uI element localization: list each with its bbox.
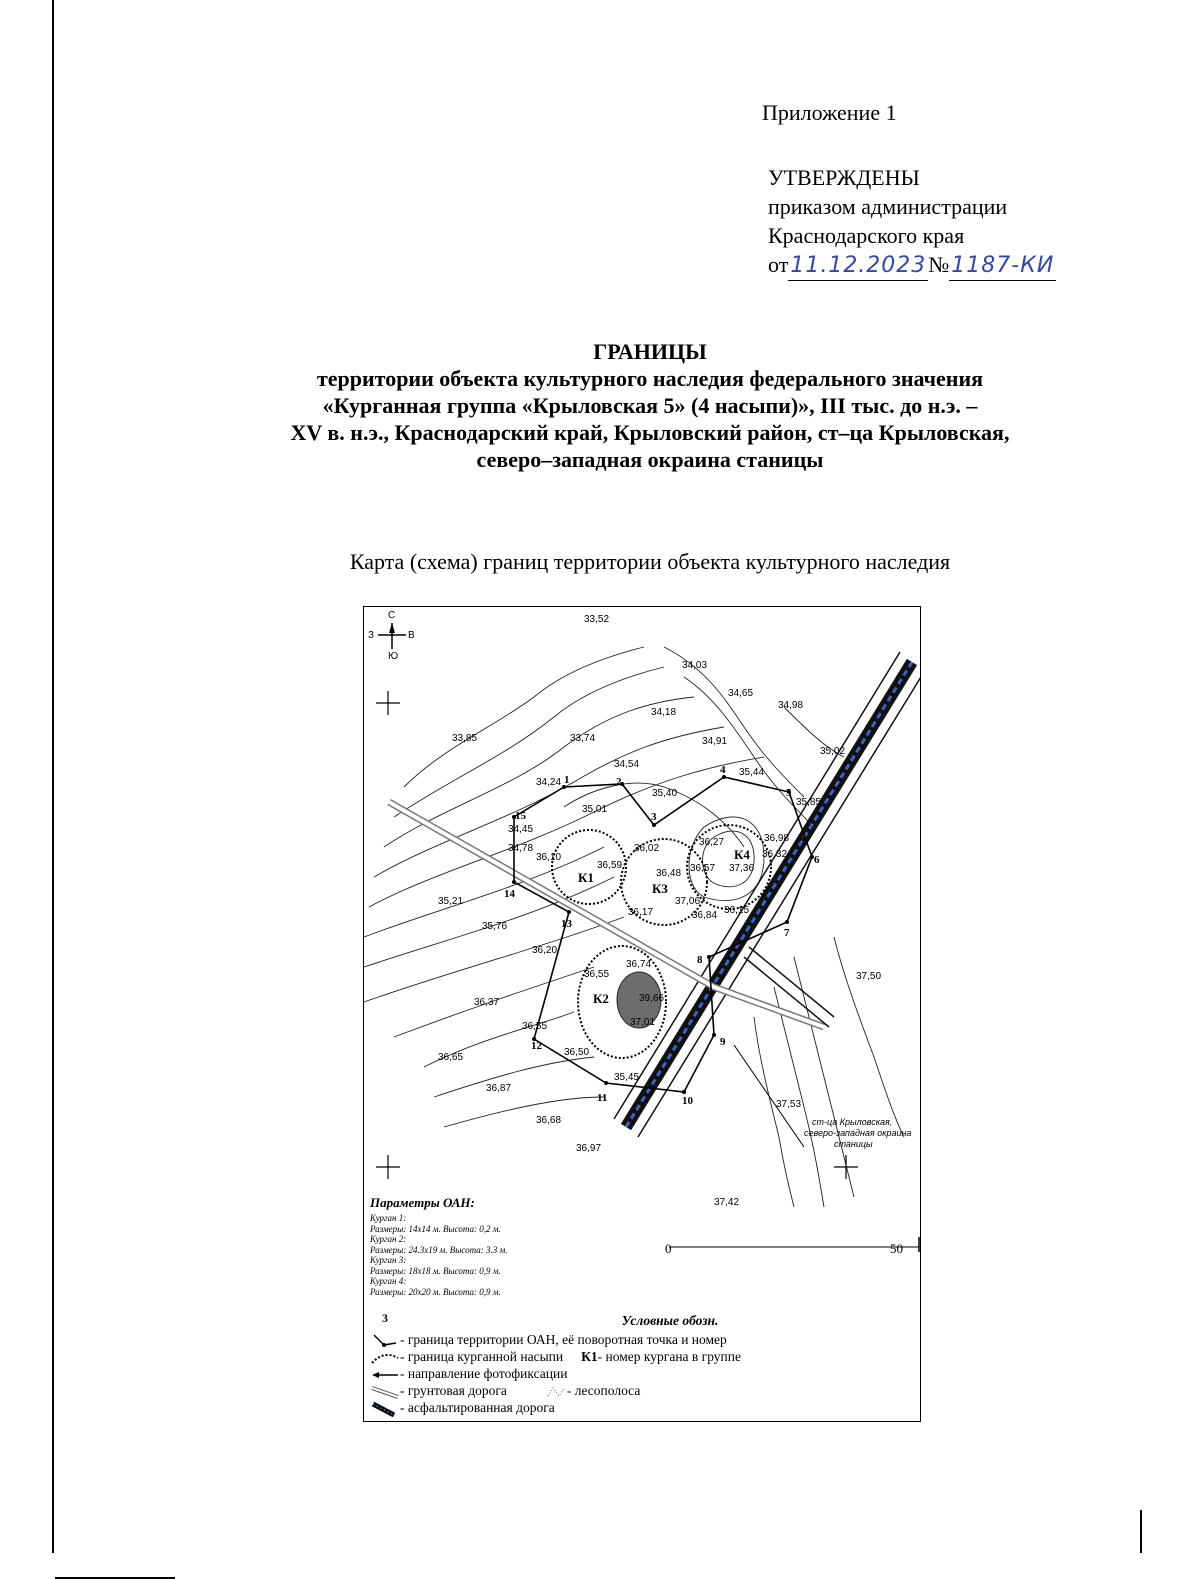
elevation-mark: 34,91: [702, 736, 728, 747]
compass-east: В: [408, 630, 415, 641]
elevation-mark: 34,45: [508, 824, 534, 835]
compass-north: С: [388, 610, 396, 621]
elevation-mark: 33,85: [452, 733, 478, 744]
elevation-mark: 36,20: [532, 945, 558, 956]
elevation-mark: 36,15: [724, 905, 750, 916]
elevation-mark: 36,50: [564, 1047, 590, 1058]
legend-boundary: - граница территории ОАН, её поворотная точка и номер: [400, 1331, 727, 1347]
legend-asphalt: - асфальтированная дорога: [400, 1399, 555, 1415]
boundary-point-label: 7: [784, 927, 790, 939]
elevation-mark: 36,98: [764, 833, 790, 844]
elevation-mark: 35,44: [739, 767, 765, 778]
elevation-mark: 36,02: [634, 843, 660, 854]
legend-row-boundary: [370, 1331, 910, 1348]
boundary-point-label: 15: [515, 810, 526, 822]
approved-title: УТВЕРЖДЕНЫ: [768, 165, 920, 190]
params-line: Курган 2:: [370, 1234, 407, 1244]
legend-title: Условные обозн.: [621, 1313, 719, 1328]
map-title: Карта (схема) границ территории объекта культурного наследия: [349, 549, 951, 574]
elevation-mark: 36,57: [690, 863, 716, 874]
legend-row-mound: [370, 1348, 910, 1365]
elevation-mark: 35,40: [652, 788, 678, 799]
approval-date-line: [768, 250, 1056, 281]
scan-edge-right: [1140, 1510, 1142, 1553]
elevation-mark: 36,87: [486, 1083, 512, 1094]
params-line: Размеры: 20х20 м. Высота: 0,9 м.: [370, 1286, 501, 1297]
elevation-mark: 36,37: [474, 997, 500, 1008]
boundary-point-label: 4: [720, 764, 726, 776]
elevation-mark: 36,74: [626, 959, 652, 970]
number-prefix: №: [928, 252, 950, 277]
params-line: Размеры: 24.3х19 м. Высота: 3.3 м.: [370, 1244, 508, 1255]
kurgan-label: К1: [578, 870, 594, 885]
legend-forest: - лесополоса: [566, 1382, 641, 1398]
params-title: Параметры ОАН:: [370, 1195, 475, 1210]
asphalt-road-icon: [370, 1401, 400, 1415]
approved-line1: приказом администрации: [768, 194, 1008, 219]
mound-boundary-icon: [370, 1350, 400, 1364]
elevation-mark: 36,55: [522, 1021, 548, 1032]
scale-end: 50: [890, 1241, 903, 1256]
title-line2: «Курганная группа «Крыловская 5» (4 насыпи)», III тыс. до н.э. –: [322, 393, 978, 418]
elevation-mark: 37,42: [714, 1197, 740, 1208]
legend-kurgan-number: - номер кургана в группе: [597, 1348, 741, 1364]
elevation-mark: 33,52: [584, 614, 610, 625]
appendix-label: Приложение 1: [762, 100, 897, 125]
boundary-point-label: 14: [504, 888, 515, 900]
boundary-point-label: 9: [720, 1036, 726, 1048]
boundary-point-label: 8: [697, 954, 703, 966]
legend-point-number: 3: [382, 1311, 388, 1325]
compass-icon: [368, 610, 415, 662]
map-drawing: [364, 607, 921, 1422]
dirt-road-icon: [370, 1384, 400, 1398]
params-line: Курган 3:: [370, 1255, 407, 1265]
elevation-mark: 34,54: [614, 759, 640, 770]
approved-line2: Краснодарского края: [768, 223, 965, 248]
elevation-mark: 36,48: [656, 868, 682, 879]
elevation-mark: 37,06: [675, 896, 701, 907]
elevation-mark: 34,24: [536, 777, 562, 788]
compass-south: Ю: [388, 651, 399, 662]
legend-row-asphalt: [370, 1399, 910, 1416]
boundary-point-label: 11: [597, 1092, 608, 1104]
boundary-point-label: 3: [651, 811, 657, 823]
legend-kurgan-symbol: К1: [581, 1348, 598, 1364]
compass-west: З: [368, 630, 375, 641]
elevation-mark: 36,10: [536, 852, 562, 863]
params-line: Размеры: 14х14 м. Высота: 0,2 м.: [370, 1223, 501, 1234]
kurgan-label: К3: [652, 881, 668, 896]
kurgan-label: К4: [734, 847, 750, 862]
params-line: Размеры: 18х18 м. Высота: 0,9 м.: [370, 1265, 501, 1276]
title-line4: северо–западная окраина станицы: [476, 447, 824, 472]
kurgan-label: К2: [593, 991, 609, 1006]
elevation-mark: 39,66: [639, 993, 665, 1004]
place-label-line1: ст-ца Крыловская,: [812, 1117, 893, 1127]
elevation-mark: 36,55: [584, 969, 610, 980]
elevation-mark: 35,85: [796, 797, 822, 808]
elevation-mark: 36,32: [762, 849, 788, 860]
place-leader-line: [734, 1045, 804, 1147]
map-legend: [370, 1313, 910, 1416]
scan-edge-left: [52, 0, 54, 1553]
approval-date: 11.12.2023: [790, 253, 927, 278]
elevation-mark: 34,65: [728, 688, 754, 699]
legend-row-roads: [370, 1382, 910, 1399]
boundary-points: [504, 764, 820, 1107]
legend-mound: - граница курганной насыпи: [400, 1348, 564, 1364]
boundary-point-label: 5: [786, 787, 792, 799]
params-line: Курган 4:: [370, 1276, 407, 1286]
legend-photo: - направление фотофиксации: [400, 1365, 568, 1381]
elevation-mark: 36,65: [438, 1052, 464, 1063]
scale-start: 0: [665, 1241, 672, 1256]
territory-boundary: [514, 777, 812, 1092]
elevation-mark: 35,02: [820, 746, 846, 757]
elevation-mark: 37,01: [630, 1017, 656, 1028]
elevation-mark: 36,27: [699, 837, 725, 848]
legend-dirt-road: - грунтовая дорога: [400, 1382, 507, 1398]
approval-block: [768, 163, 1056, 281]
params-line: Курган 1:: [370, 1213, 407, 1223]
boundary-point-label: 2: [616, 776, 622, 788]
elevation-mark: 36,84: [692, 910, 718, 921]
boundary-point-icon: [370, 1333, 400, 1347]
elevation-mark: 34,78: [508, 843, 534, 854]
elevation-mark: 36,59: [597, 860, 623, 871]
elevation-mark: 37,50: [856, 971, 882, 982]
elevation-mark: 35,21: [438, 896, 464, 907]
elevation-mark: 37,53: [776, 1099, 802, 1110]
oan-parameters: [370, 1195, 507, 1297]
elevation-mark: 35,45: [614, 1072, 640, 1083]
title-line1: территории объекта культурного наследия федерального значения: [316, 366, 984, 391]
elevation-mark: 35,76: [482, 921, 508, 932]
elevation-mark: 34,03: [682, 660, 708, 671]
elevation-mark: 36,97: [576, 1143, 602, 1154]
boundary-point-label: 10: [682, 1095, 693, 1107]
place-label-line2: северо-западная окраина: [804, 1128, 912, 1138]
legend-row-photo: [370, 1365, 910, 1382]
photo-direction-icon: [370, 1367, 400, 1381]
approval-number: 1187-КИ: [951, 253, 1055, 278]
elevation-mark: 34,98: [778, 700, 804, 711]
title-heading: ГРАНИЦЫ: [593, 339, 707, 364]
forest-belt-icon: [545, 1384, 567, 1398]
elevation-mark: 36,17: [628, 907, 654, 918]
elevation-mark: 34,18: [651, 707, 677, 718]
elevation-mark: 33,74: [570, 733, 596, 744]
elevation-mark: 37,36: [729, 863, 755, 874]
boundary-point-label: 6: [814, 854, 820, 866]
boundary-point-label: 13: [561, 918, 572, 930]
boundary-point-label: 12: [531, 1040, 542, 1052]
place-label-line3: станицы: [834, 1139, 873, 1149]
elevation-mark: 35,01: [582, 804, 608, 815]
boundary-point-label: 1: [564, 774, 570, 786]
document-title: [150, 338, 1150, 473]
boundary-map: [363, 606, 921, 1422]
place-label: [804, 1117, 911, 1149]
date-prefix: от: [768, 252, 789, 277]
title-line3: XV в. н.э., Краснодарский край, Крыловский район, ст–ца Крыловская,: [290, 420, 1010, 445]
elevation-mark: 36,68: [536, 1115, 562, 1126]
